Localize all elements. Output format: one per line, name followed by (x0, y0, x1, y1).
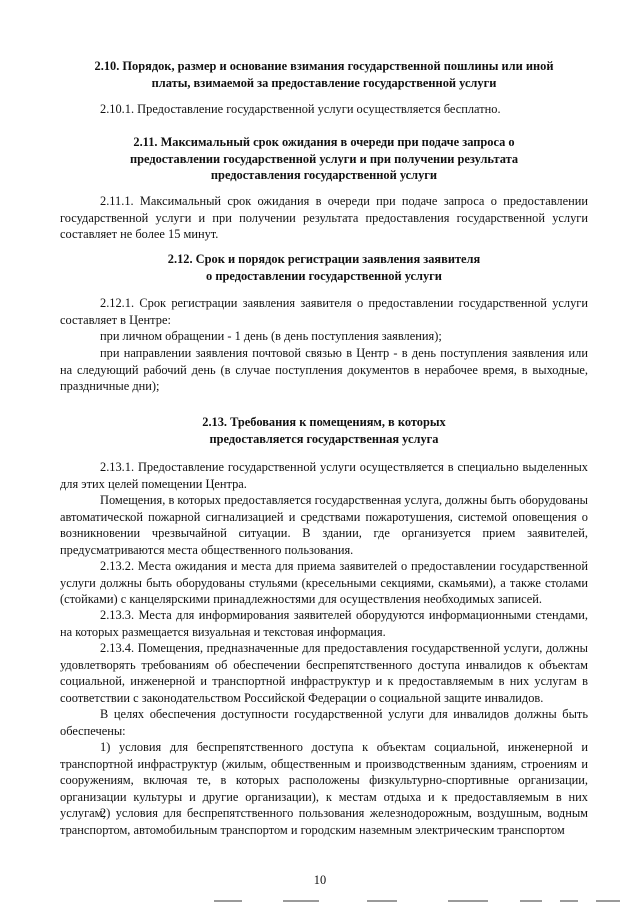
heading-line: предоставляется государственная услуга (209, 431, 439, 446)
heading-line: платы, взимаемой за предоставление государственной услуги (151, 75, 497, 90)
heading-line: 2.10. Порядок, размер и основание взимания государственной пошлины или иной (94, 59, 554, 73)
heading-line: 2.11. Максимальный срок ожидания в очереди при подаче запроса о (133, 135, 515, 149)
section-heading-2-12 (60, 251, 588, 284)
scan-artifact (214, 900, 242, 902)
scan-artifact (596, 900, 620, 902)
heading-line: 2.13. Требования к помещениям, в которых (202, 415, 446, 429)
paragraph-2-12-personal: при личном обращении - 1 день (в день поступления заявления); (100, 329, 442, 343)
paragraph-2-12-mail: при направлении заявления почтовой связью в Центр - в день поступления заявления или на следующий рабочий день (в случае поступления документов в нерабочее время, в выходные, праздничные дни); (60, 346, 588, 393)
paragraph-2-13-condition-1: 1) условия для беспрепятственного доступа к объектам социальной, инженерной и транспортной инфраструктур (жилым, общественным и производственным зданиям, строениям и сооружениям, включая те, в которых расположены физкультурно-спортивные организации, организации культуры и другие организации), к местам отдыха и к предоставляемым в них услугам; (60, 740, 588, 820)
paragraph-2-13-premises: Помещения, в которых предоставляется государственная услуга, должны быть оборудованы автоматической пожарной сигнализацией и средствами пожаротушения, системой оповещения о возникновении чрезвычайной ситуации. В здании, где организуется прием заявителей, предусматриваются места общественного пользования. (60, 493, 588, 557)
heading-line: 2.12. Срок и порядок регистрации заявления заявителя (167, 252, 481, 266)
paragraph-2-13-4: 2.13.4. Помещения, предназначенные для предоставления государственной услуги, должны удовлетворять требованиям об обеспечении беспрепятственного доступа инвалидов к объектам социальной, инженерной и транспортной инфраструктур и к предоставляемым в них услугам в соответствии с законодательством Российской Федерации о социальной защите инвалидов. (60, 641, 588, 705)
heading-line: предоставления государственной услуги (210, 168, 438, 182)
scan-artifact (283, 900, 319, 902)
paragraph-2-13-condition-2: 2) условия для беспрепятственного пользования железнодорожным, воздушным, водным транспортом, автомобильным транспортом и городским наземным электрическим транспортом (60, 806, 588, 837)
heading-line: о предоставлении государственной услуги (206, 268, 442, 283)
scan-artifact (560, 900, 578, 902)
paragraph-2-10-1: 2.10.1. Предоставление государственной услуги осуществляется бесплатно. (100, 102, 501, 116)
paragraph-2-12-1: 2.12.1. Срок регистрации заявления заявителя о предоставлении государственной услуги составляет в Центре: (60, 296, 588, 327)
page-number: 10 (313, 873, 327, 887)
heading-line: предоставлении государственной услуги и при получении результата (129, 151, 519, 166)
scan-artifact (448, 900, 488, 902)
paragraph-2-13-1: 2.13.1. Предоставление государственной услуги осуществляется в специально выделенных для этих целей помещении Центра. (60, 460, 588, 491)
paragraph-2-11-1: 2.11.1. Максимальный срок ожидания в очереди при подаче запроса о предоставлении государственной услуги и при получении результата предоставления государственной услуги составляет не более 15 минут. (60, 194, 588, 241)
section-heading-2-11 (60, 134, 588, 184)
paragraph-2-13-2: 2.13.2. Места ожидания и места для приема заявителей о предоставлении государственной услуги должны быть оборудованы стульями (кресельными секциями, скамьями), а также столами (стойками) с канцелярскими принадлежностями для осуществления необходимых записей. (60, 559, 588, 606)
scan-artifact (367, 900, 397, 902)
paragraph-2-13-3: 2.13.3. Места для информирования заявителей оборудуются информационными стендами, на которых размещается визуальная и текстовая информация. (60, 608, 588, 639)
section-heading-2-13 (60, 414, 588, 447)
paragraph-2-13-accessibility: В целях обеспечения доступности государственной услуги для инвалидов должны быть обеспечены: (60, 707, 588, 738)
section-heading-2-10 (60, 58, 588, 91)
scan-artifact (520, 900, 542, 902)
